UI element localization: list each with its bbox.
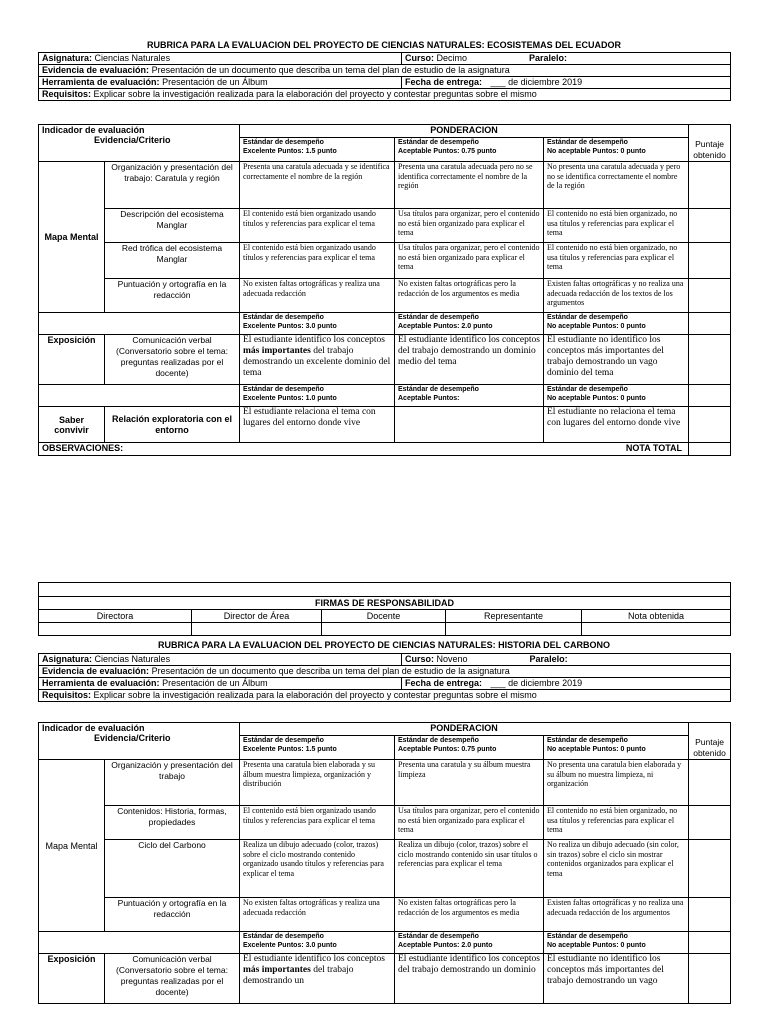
score-cell[interactable] (689, 162, 731, 209)
requisitos-cell: Requisitos: Explicar sobre la investigación realizada para la elaboración del proyecto y contestar preguntas sobre el mismo (39, 89, 731, 101)
blank-cell (689, 313, 731, 335)
header-indicador: Indicador de evaluación Evidencia/Criterio (39, 723, 240, 760)
std-excelente: Estándar de desempeño Excelente Puntos: 3.0 punto (240, 932, 395, 954)
asignatura-cell: Asignatura: Ciencias Naturales (39, 53, 402, 65)
requisitos-cell: Requisitos: Explicar sobre la investigación realizada para la elaboración del proyecto y contestar preguntas sobre el mismo (39, 690, 731, 702)
desc-noaceptable: No realiza un dibujo adecuado (sin color, sin trazos) sobre el ciclo sin mostrar contenidos organizados para explicar el tema (544, 840, 689, 898)
score-cell[interactable] (689, 954, 731, 1004)
firmas-title: FIRMAS DE RESPONSABILIDAD (39, 597, 731, 610)
desc-excelente: No existen faltas ortográficas y realiza una adecuada redacción (240, 279, 395, 313)
indicator-mapa-mental: Mapa Mental (39, 162, 105, 313)
desc-noaceptable: Existen faltas ortográficas y no realiza una adecuada redacción de los textos de los argumentos (544, 279, 689, 313)
criterion-red-trofica: Red trófica del ecosistema Manglar (105, 243, 240, 279)
desc-excelente: No existen faltas ortográficas y realiza una adecuada redacción (240, 898, 395, 932)
criterion-ortografia: Puntuación y ortografía en la redacción (105, 898, 240, 932)
desc-excelente: Realiza un dibujo adecuado (color, trazos) sobre el ciclo mostrando contenido organizado usando títulos y referencias para explicar el tema (240, 840, 395, 898)
desc-aceptable: Presenta una caratula y su álbum muestra limpieza (395, 760, 544, 806)
desc-noaceptable: El contenido no está bien organizado, no usa títulos y referencias para explicar el tema (544, 243, 689, 279)
herramienta-cell: Herramienta de evaluación: Presentación de un Álbum (39, 678, 402, 690)
desc-aceptable: Usa títulos para organizar, pero el contenido no está bien organizado para explicar el tema (395, 806, 544, 840)
firma-director-area: Director de Área (192, 610, 322, 623)
criterion-contenidos: Contenidos: Historia, formas, propiedades (105, 806, 240, 840)
signature-space[interactable] (39, 623, 192, 636)
firma-docente: Docente (322, 610, 446, 623)
header-puntaje: Puntaje obtenido (689, 723, 731, 760)
desc-noaceptable: No presenta una caratula bien elaborada y su álbum no muestra limpieza, ni organización (544, 760, 689, 806)
indicator-exposicion: Exposición (39, 954, 105, 1004)
blank-cell (689, 932, 731, 954)
rubric2-title: RUBRICA PARA LA EVALUACION DEL PROYECTO DE CIENCIAS NATURALES: HISTORIA DEL CARBONO (157, 640, 611, 650)
std-excelente: Estándar de desempeño Excelente Puntos: 1.0 punto (240, 385, 395, 407)
std-excelente: Estándar de desempeño Excelente Puntos: 1.5 punto (240, 138, 395, 162)
signature-space[interactable] (192, 623, 322, 636)
desc-noaceptable: El contenido no está bien organizado, no usa títulos y referencias para explicar el tema (544, 209, 689, 243)
desc-excelente: El contenido está bien organizado usando títulos y referencias para explicar el tema (240, 806, 395, 840)
score-cell[interactable] (689, 806, 731, 840)
rubric1-grid (38, 124, 731, 456)
desc-noaceptable: El estudiante no relaciona el tema con lugares del entorno donde vive (544, 407, 689, 443)
desc-noaceptable: No presenta una caratula adecuada y pero no se identifica correctamente el nombre de la región (544, 162, 689, 209)
score-cell[interactable] (689, 407, 731, 443)
observaciones-row: OBSERVACIONES: NOTA TOTAL (39, 443, 689, 456)
rubric2-grid (38, 722, 731, 1004)
desc-aceptable: El estudiante identifico los conceptos del trabajo demostrando un dominio medio del tema (395, 335, 544, 385)
std-aceptable: Estándar de desempeño Aceptable Puntos: (395, 385, 544, 407)
std-noaceptable: Estándar de desempeño No aceptable Puntos: 0 punto (544, 932, 689, 954)
desc-aceptable: Usa títulos para organizar, pero el contenido no está bien organizado para explicar el tema (395, 209, 544, 243)
desc-excelente: Presenta una caratula adecuada y se identifica correctamente el nombre de la región (240, 162, 395, 209)
desc-excelente: El estudiante relaciona el tema con lugares del entorno donde vive (240, 407, 395, 443)
rubric1-title: RUBRICA PARA LA EVALUACION DEL PROYECTO DE CIENCIAS NATURALES: ECOSISTEMAS DEL ECUADOR (146, 40, 622, 50)
desc-aceptable: No existen faltas ortográficas pero la redacción de los argumentos es media (395, 279, 544, 313)
desc-noaceptable: Existen faltas ortográficas y no realiza una adecuada redacción de los argumentos (544, 898, 689, 932)
signature-space[interactable] (446, 623, 582, 636)
firma-directora: Directora (39, 610, 192, 623)
desc-noaceptable: El contenido no está bien organizado, no usa títulos y referencias para explicar el tema (544, 806, 689, 840)
header-ponderacion: PONDERACION (240, 125, 689, 138)
score-cell[interactable] (689, 243, 731, 279)
blank-cell (689, 385, 731, 407)
std-aceptable: Estándar de desempeño Aceptable Puntos: 2.0 punto (395, 313, 544, 335)
std-excelente: Estándar de desempeño Excelente Puntos: 1.5 punto (240, 736, 395, 760)
signature-space[interactable] (322, 623, 446, 636)
criterion-organizacion: Organización y presentación del trabajo: Caratula y región (105, 162, 240, 209)
blank-row (39, 583, 731, 597)
score-cell[interactable] (689, 898, 731, 932)
evidencia-cell: Evidencia de evaluación: Presentación de un documento que describa un tema del plan de estudio de la asignatura (39, 666, 731, 678)
curso-cell: Curso: Noveno Paralelo: (402, 654, 731, 666)
score-cell[interactable] (689, 840, 731, 898)
std-noaceptable: Estándar de desempeño No aceptable Puntos: 0 punto (544, 385, 689, 407)
header-puntaje: Puntaje obtenido (689, 125, 731, 162)
rubric2-info-table (38, 653, 731, 702)
desc-aceptable: El estudiante identifico los conceptos del trabajo demostrando un dominio (395, 954, 544, 1004)
std-noaceptable: Estándar de desempeño No aceptable Puntos: 0 punto (544, 736, 689, 760)
score-cell[interactable] (689, 335, 731, 385)
criterion-ortografia: Puntuación y ortografía en la redacción (105, 279, 240, 313)
header-ponderacion: PONDERACION (240, 723, 689, 736)
blank-cell (39, 313, 240, 335)
evidencia-cell: Evidencia de evaluación: Presentación de un documento que describa un tema del plan de estudio de la asignatura (39, 65, 731, 77)
score-cell[interactable] (689, 209, 731, 243)
herramienta-cell: Herramienta de evaluación: Presentación de un Álbum (39, 77, 402, 89)
firma-nota: Nota obtenida (582, 610, 731, 623)
desc-excelente: El estudiante identifico los conceptos más importantes del trabajo demostrando un excelente dominio del tema (240, 335, 395, 385)
std-excelente: Estándar de desempeño Excelente Puntos: 3.0 punto (240, 313, 395, 335)
criterion-descripcion: Descripción del ecosistema Manglar (105, 209, 240, 243)
score-cell[interactable] (689, 760, 731, 806)
desc-noaceptable: El estudiante no identifico los conceptos más importantes del trabajo demostrando un vago (544, 954, 689, 1004)
score-cell[interactable] (689, 279, 731, 313)
header-indicador: Indicador de evaluación Evidencia/Criterio (39, 125, 240, 162)
desc-aceptable: Realiza un dibujo (color, trazos) sobre el ciclo mostrando contenido sin usar títulos o referencias para explicar el tema (395, 840, 544, 898)
criterion-comunicacion: Comunicación verbal (Conversatorio sobre el tema: preguntas realizadas por el docente) (105, 954, 240, 1004)
blank-cell (39, 385, 240, 407)
asignatura-cell: Asignatura: Ciencias Naturales (39, 654, 402, 666)
criterion-organizacion: Organización y presentación del trabajo (105, 760, 240, 806)
desc-aceptable: No existen faltas ortográficas pero la redacción de los argumentos es media (395, 898, 544, 932)
fecha-cell: Fecha de entrega: ___ de diciembre 2019 (402, 678, 731, 690)
criterion-relacion: Relación exploratoria con el entorno (105, 407, 240, 443)
std-aceptable: Estándar de desempeño Aceptable Puntos: 0.75 punto (395, 138, 544, 162)
firmas-table (38, 582, 731, 636)
blank-cell (39, 932, 240, 954)
std-aceptable: Estándar de desempeño Aceptable Puntos: 2.0 punto (395, 932, 544, 954)
indicator-saber-convivir: Saber convivir (39, 407, 105, 443)
desc-aceptable (395, 407, 544, 443)
std-noaceptable: Estándar de desempeño No aceptable Puntos: 0 punto (544, 138, 689, 162)
criterion-comunicacion: Comunicación verbal (Conversatorio sobre el tema: preguntas realizadas por el docente) (105, 335, 240, 385)
desc-excelente: El contenido está bien organizado usando títulos y referencias para explicar el tema (240, 243, 395, 279)
desc-excelente: El estudiante identifico los conceptos más importantes del trabajo demostrando un (240, 954, 395, 1004)
indicator-mapa-mental: Mapa Mental (39, 760, 105, 932)
signature-space[interactable] (582, 623, 731, 636)
desc-excelente: Presenta una caratula bien elaborada y su álbum muestra limpieza, organización y distribución (240, 760, 395, 806)
desc-aceptable: Presenta una caratula adecuada pero no se identifica correctamente el nombre de la región (395, 162, 544, 209)
desc-noaceptable: El estudiante no identifico los conceptos más importantes del trabajo demostrando un vago dominio del tema (544, 335, 689, 385)
fecha-cell: Fecha de entrega: ___ de diciembre 2019 (402, 77, 731, 89)
desc-aceptable: Usa títulos para organizar, pero el contenido no está bien organizado para explicar el tema (395, 243, 544, 279)
curso-cell: Curso: Decimo Paralelo: (402, 53, 731, 65)
criterion-ciclo-carbono: Ciclo del Carbono (105, 840, 240, 898)
rubric1-info-table (38, 52, 731, 101)
desc-excelente: El contenido está bien organizado usando títulos y referencias para explicar el tema (240, 209, 395, 243)
indicator-exposicion: Exposición (39, 335, 105, 385)
nota-total-cell[interactable] (689, 443, 731, 456)
firma-representante: Representante (446, 610, 582, 623)
std-aceptable: Estándar de desempeño Aceptable Puntos: 0.75 punto (395, 736, 544, 760)
std-noaceptable: Estándar de desempeño No aceptable Puntos: 0 punto (544, 313, 689, 335)
